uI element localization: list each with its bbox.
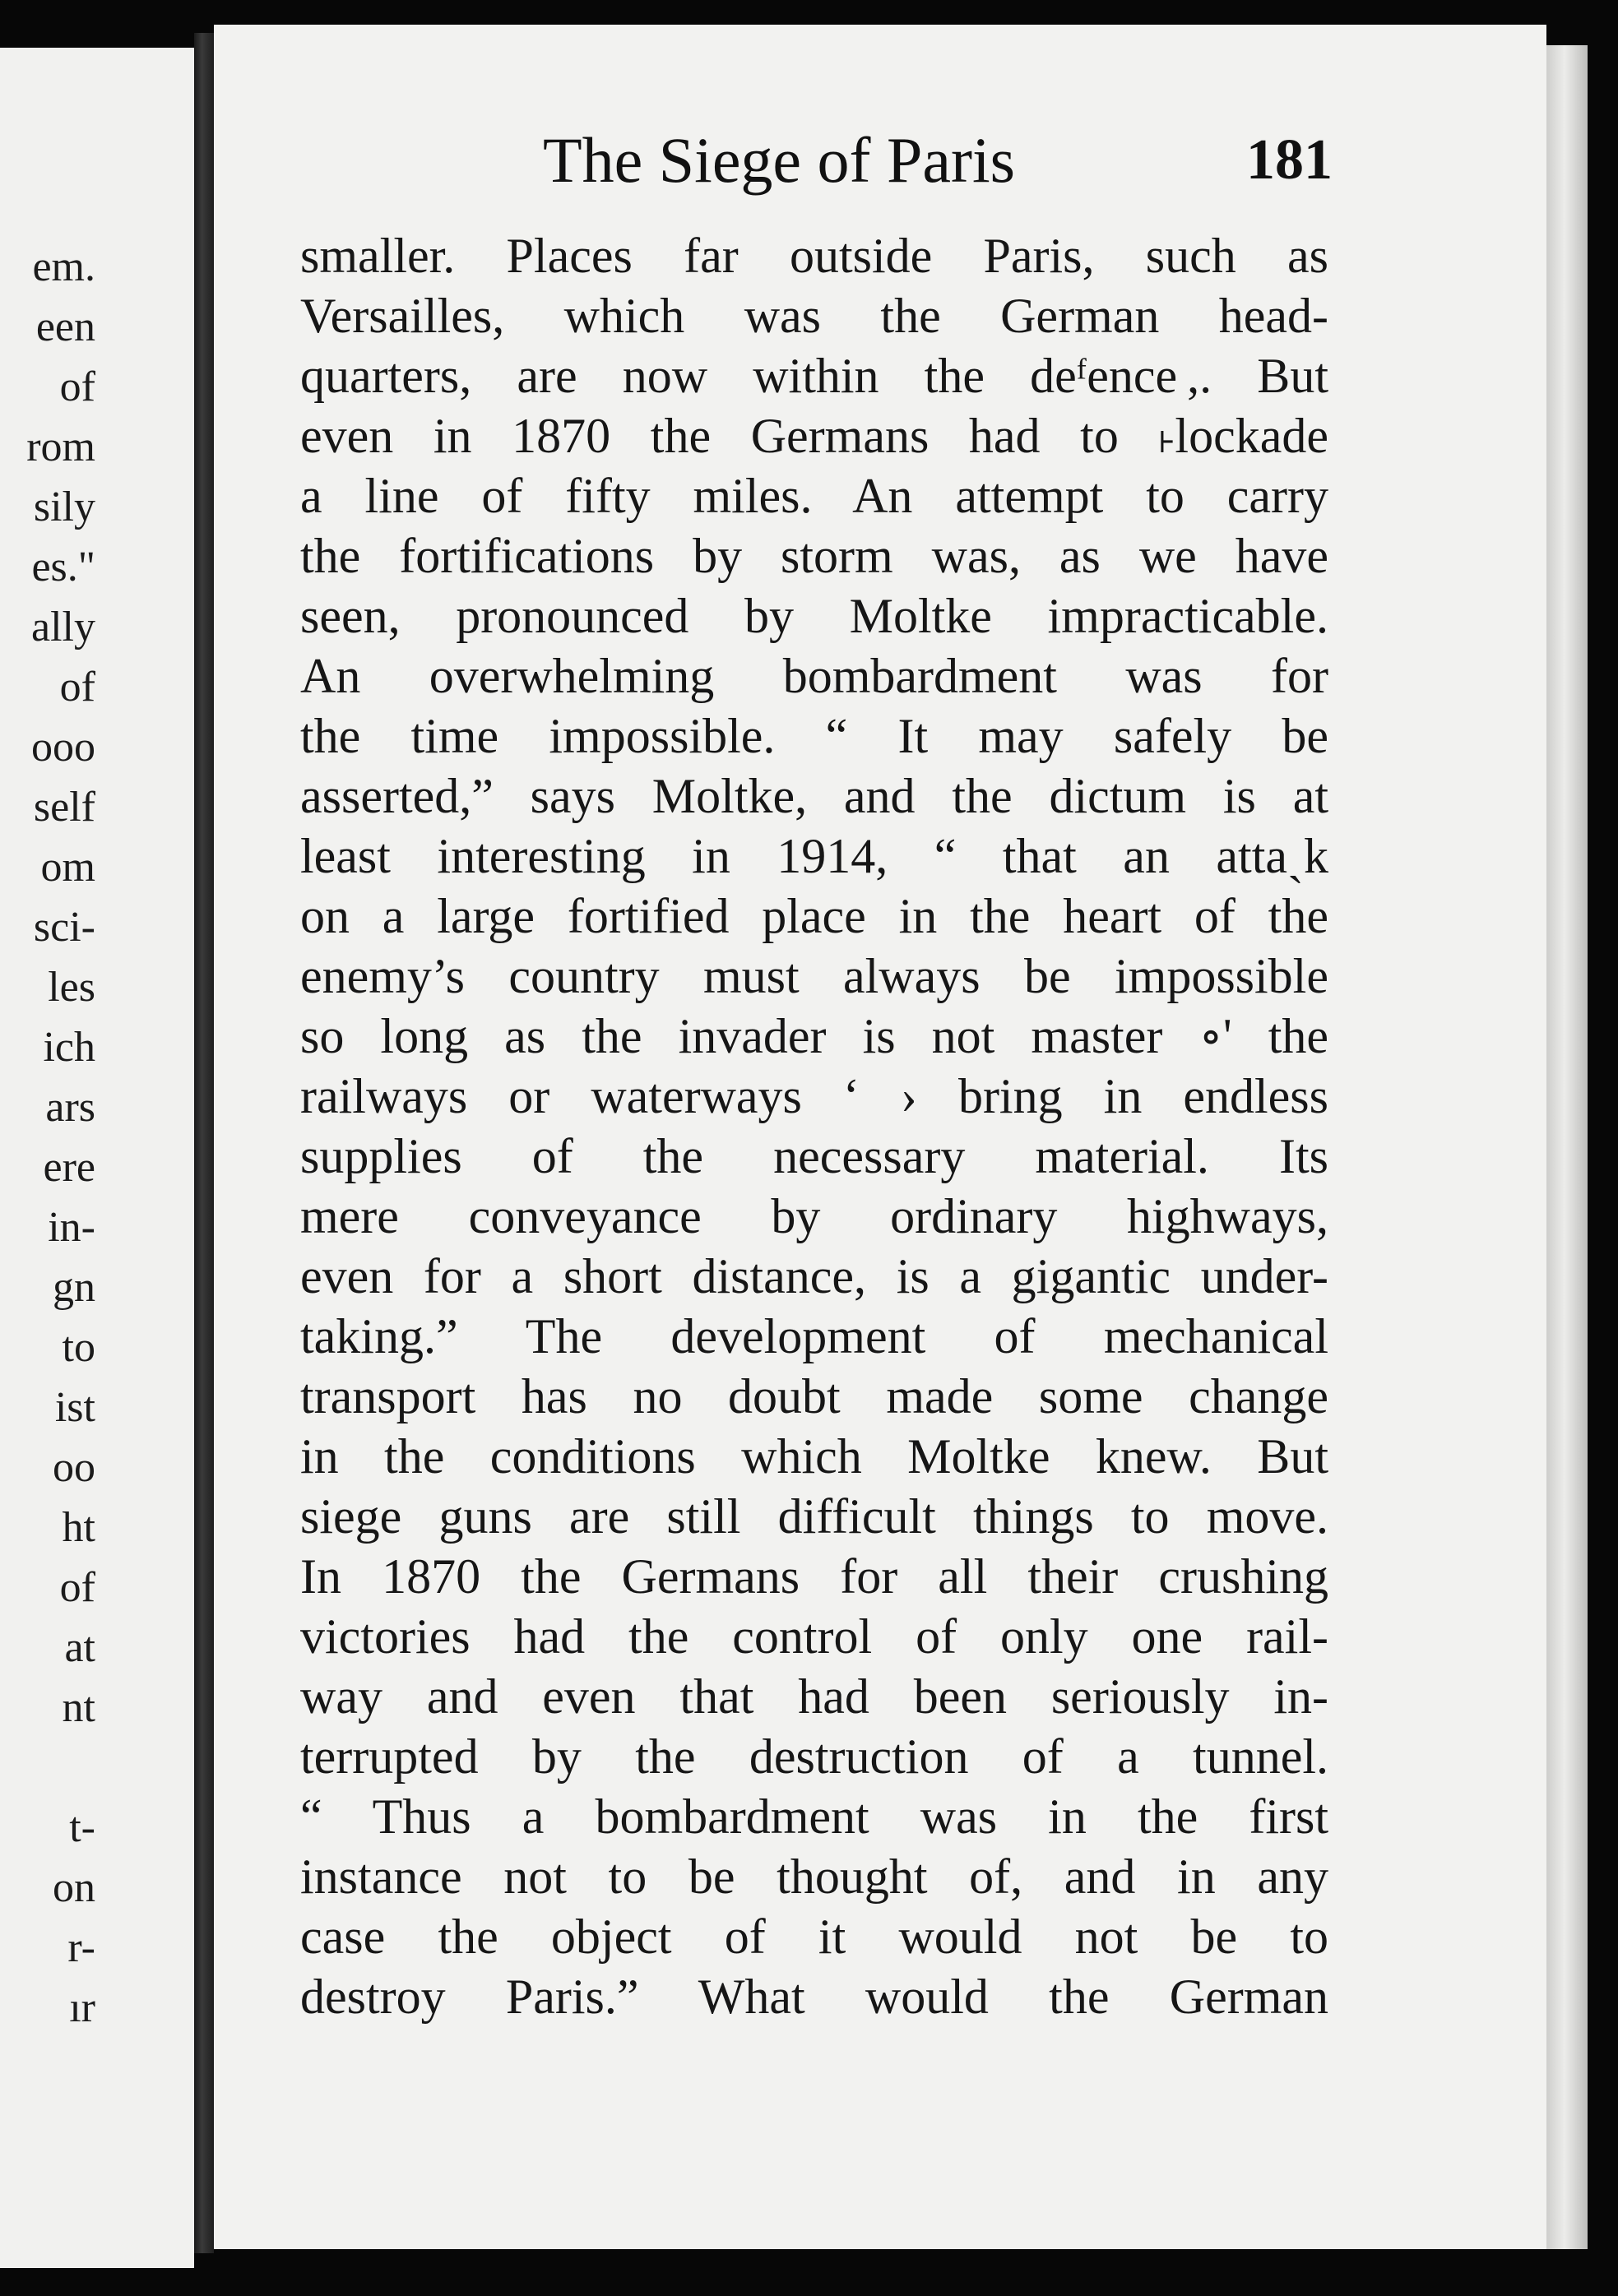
- text-line: way and even that had been seriously in-: [300, 1669, 1328, 1724]
- previous-page-fragment: on: [53, 1864, 95, 1911]
- text-line: supplies of the necessary material. Its: [300, 1129, 1328, 1183]
- previous-page-fragment: in-: [48, 1204, 95, 1251]
- text-line: Versailles, which was the German head-: [300, 289, 1328, 343]
- text-line: on a large fortified place in the heart of the: [300, 889, 1328, 943]
- text-line: terrupted by the destruction of a tunnel.: [300, 1729, 1328, 1784]
- text-line: seen, pronounced by Moltke impracticable.: [300, 589, 1328, 643]
- previous-page-fragment: les: [48, 964, 95, 1011]
- text-line: least interesting in 1914, “ that an attaˏk: [300, 829, 1328, 883]
- previous-page-fragment: es.": [31, 544, 95, 590]
- text-line: case the object of it would not be to: [300, 1909, 1328, 1964]
- text-line: victories had the control of only one rail-: [300, 1609, 1328, 1664]
- text-line: smaller. Places far outside Paris, such as: [300, 229, 1328, 283]
- previous-page-fragment: ır: [69, 1984, 95, 2031]
- text-line: instance not to be thought of, and in any: [300, 1849, 1328, 1904]
- text-line: railways or waterways ‘ › bring in endless: [300, 1069, 1328, 1123]
- previous-page-fragment: ht: [62, 1504, 95, 1551]
- body-text: [300, 226, 1328, 2027]
- text-line: enemy’s country must always be impossible: [300, 949, 1328, 1003]
- text-line: quarters, are now within the deᶠence ,. But: [300, 349, 1328, 403]
- text-line: a line of fifty miles. An attempt to carry: [300, 469, 1328, 523]
- text-line: transport has no doubt made some change: [300, 1369, 1328, 1423]
- previous-page-fragment: ich: [43, 1024, 95, 1071]
- book-gutter: [194, 33, 214, 2253]
- previous-page-fragment: of: [59, 664, 95, 711]
- previous-page-fragment: om: [40, 844, 95, 891]
- previous-page-fragment: sci-: [33, 904, 95, 951]
- text-line: so long as the invader is not master ∘' the: [300, 1009, 1328, 1063]
- text-line: asserted,” says Moltke, and the dictum is at: [300, 769, 1328, 823]
- text-line: destroy Paris.” What would the German: [300, 1970, 1328, 2024]
- text-line: taking.” The development of mechanical: [300, 1309, 1328, 1363]
- text-line: even in 1870 the Germans had to ˫lockade: [300, 409, 1328, 463]
- previous-page-fragment: at: [64, 1624, 95, 1671]
- previous-page: [0, 48, 194, 2268]
- previous-page-fragment: self: [33, 784, 95, 831]
- previous-page-fragment: r-: [67, 1924, 95, 1971]
- previous-page-text-fragments: [0, 237, 95, 2038]
- previous-page-fragment: em.: [32, 243, 95, 290]
- text-line: “ Thus a bombardment was in the first: [300, 1789, 1328, 1844]
- page-header: [543, 123, 1333, 197]
- text-line: siege guns are still difficult things to move.: [300, 1489, 1328, 1544]
- running-head: The Siege of Paris: [543, 124, 1016, 196]
- previous-page-fragment: rom: [26, 424, 95, 470]
- previous-page-fragment: to: [62, 1324, 95, 1371]
- previous-page-fragment: of: [59, 1564, 95, 1611]
- previous-page-fragment: ally: [31, 604, 95, 650]
- previous-page-fragment: ars: [45, 1084, 95, 1131]
- previous-page-fragment: t-: [69, 1804, 95, 1851]
- previous-page-fragment: nt: [62, 1684, 95, 1731]
- text-line: the time impossible. “ It may safely be: [300, 709, 1328, 763]
- text-line: the fortifications by storm was, as we have: [300, 529, 1328, 583]
- previous-page-fragment: een: [35, 303, 95, 350]
- page-number: 181: [1246, 128, 1333, 192]
- previous-page-fragment: ere: [43, 1144, 95, 1191]
- text-line: even for a short distance, is a gigantic under-: [300, 1249, 1328, 1303]
- previous-page-fragment: gn: [53, 1264, 95, 1311]
- previous-page-fragment: sily: [33, 484, 95, 530]
- previous-page-fragment: oo: [53, 1444, 95, 1491]
- previous-page-fragment: [0, 1738, 95, 1798]
- text-line: mere conveyance by ordinary highways,: [300, 1189, 1328, 1243]
- text-line: In 1870 the Germans for all their crushing: [300, 1549, 1328, 1604]
- previous-page-fragment: ist: [54, 1384, 95, 1431]
- previous-page-fragment: of: [59, 363, 95, 410]
- text-line: in the conditions which Moltke knew. But: [300, 1429, 1328, 1484]
- previous-page-fragment: ooo: [31, 724, 95, 771]
- text-line: An overwhelming bombardment was for: [300, 649, 1328, 703]
